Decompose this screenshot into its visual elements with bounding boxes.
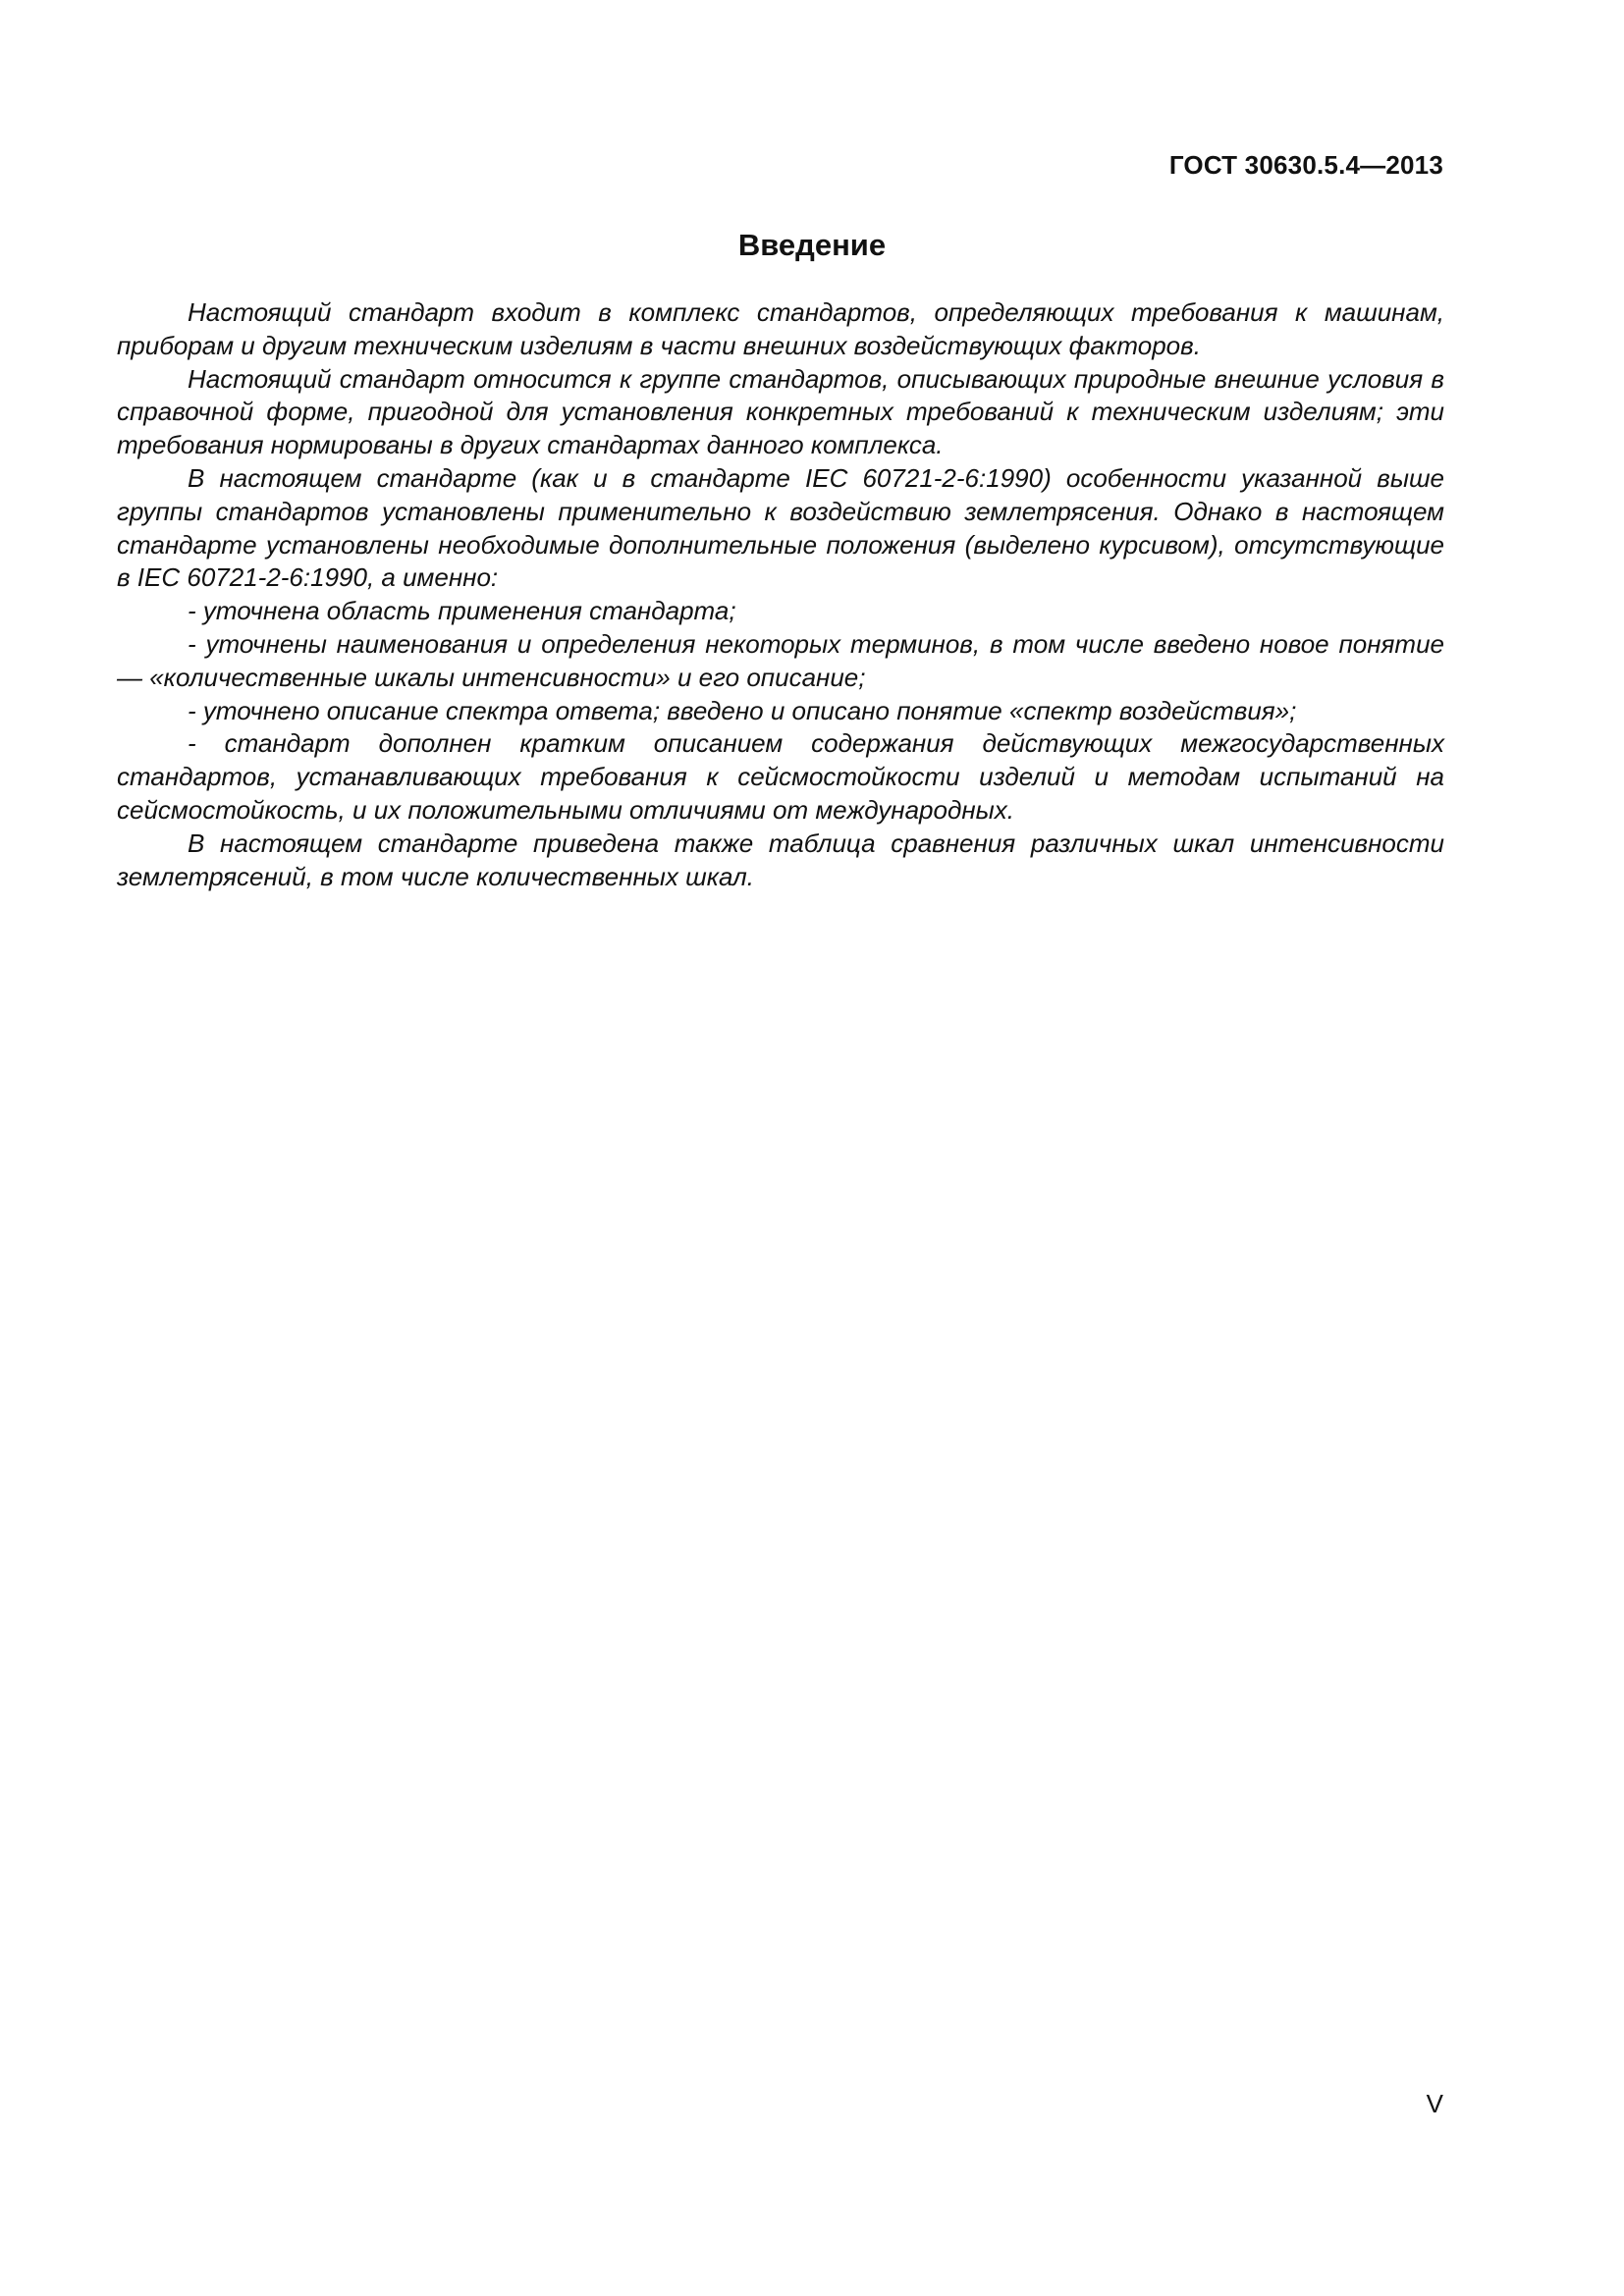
paragraph-2: Настоящий стандарт относится к группе стандартов, описывающих природные внешние условия в справочной форме, пригодной для установления конкретных требований к техническим изделиям; эти требования нормированы в других стандартах данного комплекса. (117, 363, 1444, 460)
standard-designation: ГОСТ 30630.5.4—2013 (1168, 150, 1443, 180)
paragraph-final: В настоящем стандарте приведена также таблица сравнения различных шкал интенсивности землетрясений, в том числе количественных шкал. (117, 828, 1444, 891)
paragraph-3: В настоящем стандарте (как и в стандарте IEC 60721-2-6:1990) особенности указанной выше группы стандартов установлены применительно к воздействию землетрясения. Однако в настоящем стандарте установлены необходимые дополнительные положения (выделено курсивом), отсутствующие в IEC 60721-2-6:1990, а именно: (117, 462, 1444, 593)
paragraph-1: Настоящий стандарт входит в комплекс стандартов, определяющих требования к машинам, приборам и другим техническим изделиям в части внешних воздействующих факторов. (117, 297, 1444, 360)
page-number: V (1426, 2089, 1443, 2118)
section-title: Введение (737, 228, 887, 262)
introduction-body (117, 296, 1444, 893)
list-item-scope: - уточнена область применения стандарта; (188, 596, 736, 626)
list-item-standards: - стандарт дополнен кратким описанием содержания действующих межгосударственных стандартов, устанавливающих требования к сейсмостойкости изделий и методам испытаний на сейсмостойкость, и их положительными отличиями от международных. (117, 728, 1444, 825)
list-item-terms: - уточнены наименования и определения некоторых терминов, в том числе введено новое понятие — «количественные шкалы интенсивности» и его описание; (117, 628, 1444, 692)
list-item-spectrum: - уточнено описание спектра ответа; введено и описано понятие «спектр воздействия»; (188, 695, 1297, 725)
